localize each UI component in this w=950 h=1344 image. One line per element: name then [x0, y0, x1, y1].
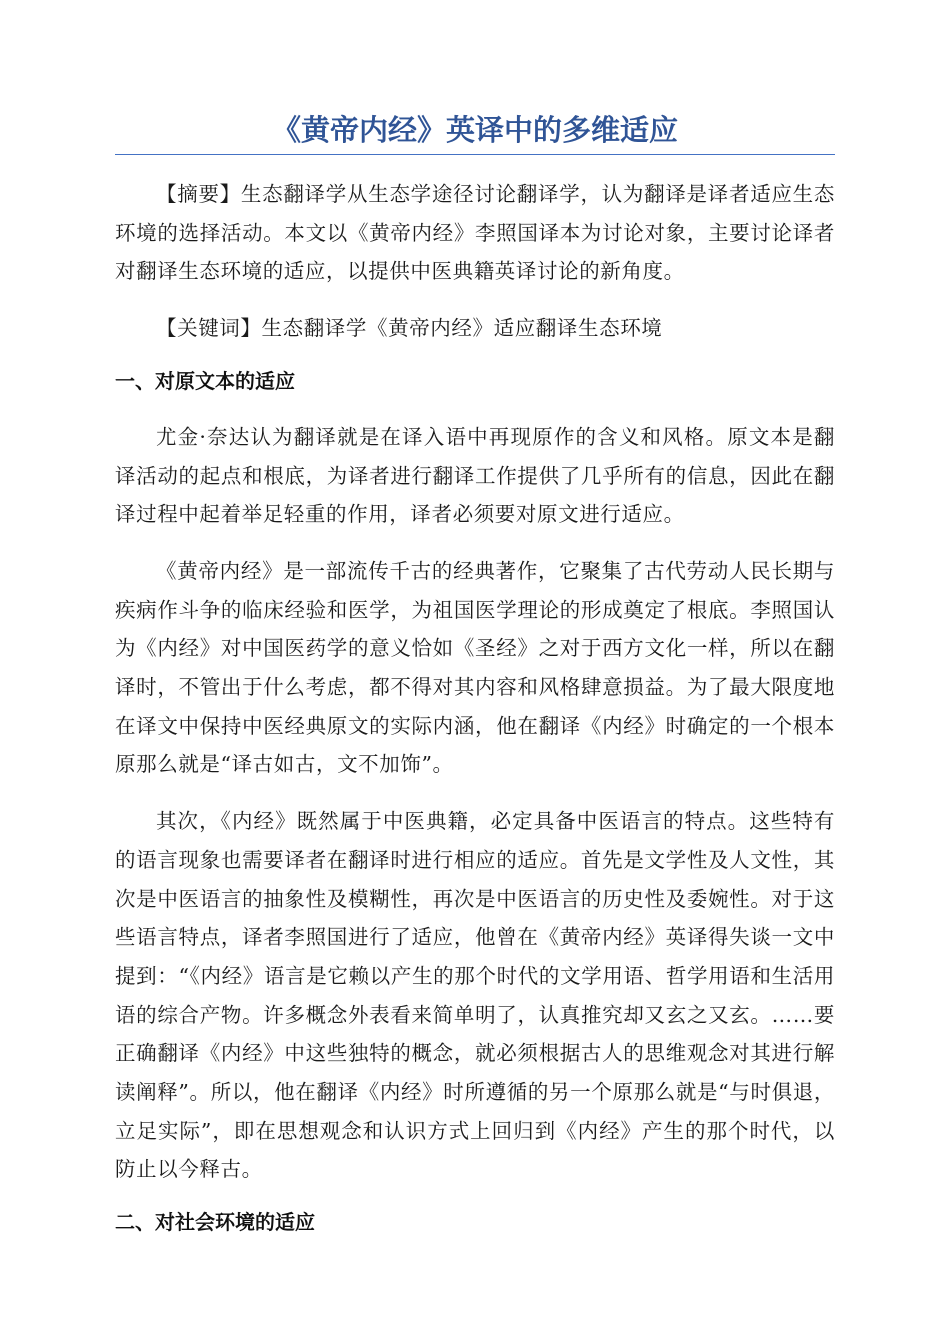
section-heading-2: 二、对社会环境的适应	[115, 1210, 315, 1235]
title-underline	[115, 154, 835, 155]
section-heading-1: 一、对原文本的适应	[115, 368, 295, 393]
abstract-paragraph: 【摘要】生态翻译学从生态学途径讨论翻译学，认为翻译是译者适应生态环境的选择活动。本文以《黄帝内经》李照国译本为讨论对象，主要讨论译者对翻译生态环境的适应，以提供中医典籍英译讨论的新角度。	[115, 182, 835, 284]
body-paragraph: 尤金·奈达认为翻译就是在译入语中再现原作的含义和风格。原文本是翻译活动的起点和根底，为译者进行翻译工作提供了几乎所有的信息，因此在翻译过程中起着举足轻重的作用，译者必须要对原文进行适应。	[115, 424, 835, 527]
document-page	[115, 108, 835, 1259]
body-paragraph: 其次，《内经》既然属于中医典籍，必定具备中医语言的特点。这些特有的语言现象也需要译者在翻译时进行相应的适应。首先是文学性及人文性，其次是中医语言的抽象性及模糊性，再次是中医语言的历史性及委婉性。对于这些语言特点，译者李照国进行了适应，他曾在《黄帝内经》英译得失谈一文中提到：“《内经》语言是它赖以产生的那个时代的文学用语、哲学用语和生活用语的综合产物。许多概念外表看来简单明了，认真推究却又玄之又玄。……要正确翻译《内经》中这些独特的概念，就必须根据古人的思维观念对其进行解读阐释”。所以，他在翻译《内经》时所遵循的另一个原那么就是“与时俱退，立足实际”，即在思想观念和认识方式上回归到《内经》产生的那个时代，以防止以今释古。	[115, 809, 835, 1182]
body-paragraph: 《黄帝内经》是一部流传千古的经典著作，它聚集了古代劳动人民长期与疾病作斗争的临床经验和医学，为祖国医学理论的形成奠定了根底。李照国认为《内经》对中国医药学的意义恰如《圣经》之对于西方文化一样，所以在翻译时，不管出于什么考虑，都不得对其内容和风格肆意损益。为了最大限度地在译文中保持中医经典原文的实际内涵，他在翻译《内经》时确定的一个根本原那么就是“译古如古，文不加饰”。	[115, 558, 835, 777]
keywords-paragraph: 【关键词】生态翻译学《黄帝内经》适应翻译生态环境	[156, 316, 663, 341]
document-title: 《黄帝内经》英译中的多维适应	[271, 113, 678, 147]
